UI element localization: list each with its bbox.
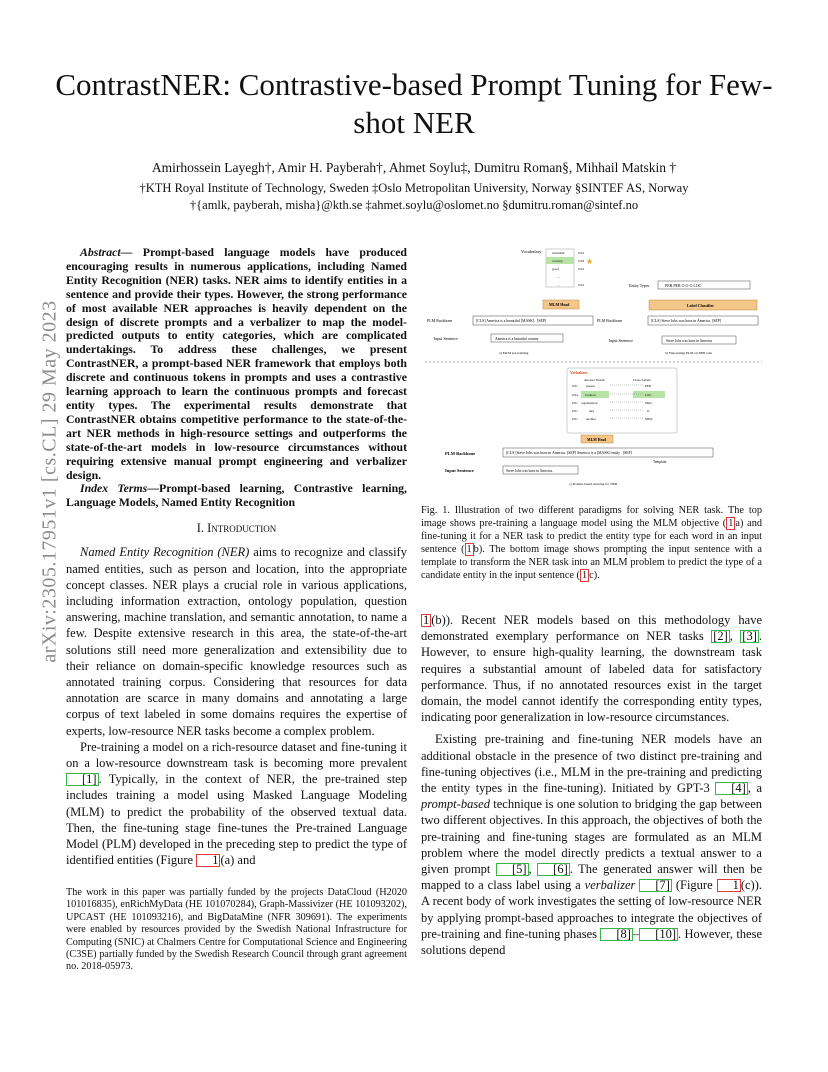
caption-text: c). [589, 570, 600, 582]
figure-caption [421, 505, 762, 582]
affiliations: †KTH Royal Institute of Technology, Sweden ‡Oslo Metropolitan University, Norway §SINTEF AS, Norway [139, 181, 689, 195]
abstract-text: Prompt-based language models have produced encouraging results in numerous applications, including Named Entity Recognition (NER) tasks. NER aims to identify entities in a sentence and provide their types. However, the strong performance of most available NER approaches is heavily dependent on the design of discrete prompts and a verbalizer to map the model-predicted outputs to entity categories, which are complicated undertakings. To address these challenges, we present ContrastNER, a prompt-based NER framework that employs both discrete and continuous tokens in prompts and uses a contrastive learning approach to learn the continuous prompts and forecast entity types. The experimental results demonstrate that ContrastNER obtains competitive performance to the state-of-the-art NER methods in high-resource settings and outperforms the state-of-the-art models in low-resource circumstances without requiring extensive manual prompt engineering and verbalizer design. [66, 245, 407, 482]
arxiv-identifier: arXiv:2305.17951v1 [cs.CL] 29 May 2023 [38, 300, 61, 663]
prompt-based-term: prompt-based [421, 797, 490, 812]
index-terms-text: —Prompt-based learning, Contrastive learning, Language Models, Named Entity Recognition [66, 481, 407, 510]
a-input: America is a beautiful country [495, 337, 539, 341]
vocab-word: ... [557, 283, 560, 287]
star-icon: ★ [586, 257, 594, 266]
right-p1-text: (b)). Recent NER models based on this methodology have demonstrated exemplary performance on NER tasks [421, 613, 762, 644]
intro-p2-text-a: Pre-training a model on a rich-resource dataset and fine-tuning it on a low-resource downstream task is becoming more prevalent [66, 739, 407, 771]
c-caption: c) Prompt-based learning for NER [569, 482, 618, 486]
plm-backbone-label: PLM Backbone [597, 318, 623, 323]
mlm-head: MLM Head [549, 302, 570, 307]
a-caption: a) MLM pre-training [499, 351, 529, 355]
answer-words-header: Answer Words [584, 378, 605, 382]
section-heading: I. Introduction [196, 521, 277, 536]
label-classifier: Label Classifier [687, 303, 714, 308]
right-p2-text: . However, these solutions depend [421, 926, 763, 958]
citation-link[interactable]: [1] [66, 773, 99, 786]
intro-p1-text: aims to recognize and classify named entities, such as person and location, into the appropriate concept classes. NER plays a crucial role in various applications, including information extraction, ontology population, question answering, machine translation, and semantic annotation, to name a few. Despite extensive research in this area, the state-of-the-art solutions still need more generalization and extensibility due to their reliance on domain-specific knowledge resources such as annotated training corpus. Considering that resources for data annotation are scarce in many domains and annotating a large corpus of text labeled in some domains requires the expertise of experts, low-resource NER tasks become a complex problem. [66, 545, 407, 738]
a-tokens: [CLS] America is a beautiful [MASK] . [SEP] [476, 319, 547, 323]
caption-text: b). The bottom image shows prompting the input sentence with a template to transform the NER task into an MLM problem to predict the type of a candidate entity in the input sentence ( [421, 544, 762, 582]
intro-p2-text-c: (a) and [220, 853, 256, 868]
caption-text: Fig. 1. Illustration of two different paradigms for solving NER task. The top image shows pre-training a language model using the MLM objective ( [421, 505, 762, 530]
answer-prob: 0.94 [572, 393, 578, 397]
class-label: PER [645, 384, 652, 388]
right-paragraph-2: Existing pre-training and fine-tuning NER models have an additional obstacle in the presence of two distinct pre-training and fine-tuning objectives (i.e., MLM in the pre-training and predicting the entity types in the fine-tuning). Initiated by GPT-3 [4] , a prompt-based technique is one solution to bridging the gap between two different objectives. In this approach, the objectives of both the pre-training and fine-tuning stages are formulated as an MLM problem where the model directly predicts a textual answer to a given prompt [5] , [6] . The generated answer will then be mapped to a class label using a verbalizer [7] (Figure 1 (c)). A recent body of work investigates the setting of low-resource NER by applying prompt-based approaches to integrate the objectives of pre-training and fine-tuning phases [8] – [10] . However, these solutions depend [421, 732, 763, 958]
intro-paragraph-2 [66, 739, 407, 869]
left-column [66, 246, 407, 868]
right-p2-text: (Figure [671, 878, 717, 893]
intro-p2-text-b: . Typically, in the context of NER, the pre-trained step includes training a model using Masked Language Modeling (MLM) to predict the probability of the observed textual data. Then, the fine-tuning stage fine-tunes the Pre-trained Language Model (PLM) developed in the preceding step to predict the type of identified entities (Figure [66, 772, 407, 868]
abstract [66, 246, 407, 482]
answer-word: another [586, 417, 596, 421]
right-p2-text: (c)). A recent body of work investigates the setting of low-resource NER by applying prompt-based approaches to integrate the objectives of pre-training and fine-tuning phases [421, 878, 762, 941]
c-tokens: [CLS] Steve Jobs was born in America. [SEP] America is a [MASK] entity . [SEP] [506, 451, 632, 455]
verbalizer-term: verbalizer [584, 878, 636, 893]
figure-link[interactable]: 1 [196, 854, 220, 867]
citation-link[interactable]: [8] [600, 928, 633, 941]
plm-backbone-label: PLM Backbone [445, 451, 476, 456]
entity-types-label: Entity Types [629, 283, 650, 288]
answer-word: location [585, 393, 596, 397]
citation-link[interactable]: [10] [639, 928, 678, 941]
vocab-word: beautiful [552, 251, 565, 255]
answer-prob: 0.01 [572, 401, 578, 405]
vocab-list [546, 249, 593, 287]
class-label: O [647, 409, 650, 413]
vocab-prob: 0.01 [578, 283, 585, 287]
ner-term: Named Entity Recognition (NER) [80, 545, 250, 560]
mlm-head: MLM Head [587, 438, 607, 442]
figure-link[interactable]: 1 [728, 518, 734, 530]
right-p2-text: technique is one solution to bridging the gap between two different objectives. In this approach, the objectives of both the pre-training and fine-tuning stages are formulated as an MLM problem where the model directly predicts a textual answer to a given prompt [421, 797, 762, 877]
citation-link[interactable]: [4] [715, 782, 748, 795]
answer-word: organization [581, 401, 598, 405]
vocab-prob: 0.93 [578, 259, 585, 263]
verbalizer-label: Verbalizer [570, 370, 588, 375]
index-terms [66, 482, 407, 510]
figure-1 [421, 242, 766, 490]
right-p2-text: . The generated answer will then be mapped to a class label using a [421, 862, 762, 893]
vocab-word: country [552, 259, 563, 263]
abstract-label: Abstract— [80, 245, 133, 259]
caption-text: a) and fine-tuning it for a NER task to predict the entity type for each word in an input sentence ( [421, 518, 762, 556]
citation-link[interactable]: [6] [537, 863, 570, 876]
citation-link[interactable]: [2] [713, 629, 728, 644]
figure-link[interactable]: 1 [423, 613, 430, 627]
figure-link[interactable]: 1 [581, 570, 588, 582]
answer-prob: 0.01 [572, 417, 578, 421]
intro-paragraph-1 [66, 544, 407, 738]
paper-title: ContrastNER: Contrastive-based Prompt Tuning for Few-shot NER [55, 67, 773, 140]
citation-link[interactable]: [3] [742, 629, 757, 644]
class-label: MISC [645, 417, 654, 421]
input-sentence-label: Input Sentence [609, 338, 633, 343]
vocab-label: Vocabulary [521, 249, 542, 254]
citation-link[interactable]: [7] [639, 879, 672, 892]
funding-footnote: The work in this paper was partially funded by the projects DataCloud (H2020 101016835), enRichMyData (HE 101070284), Graph-Massivizer (HE 101093202), UPCAST (HE 101093216), and BigDataMine (NFR 309691). The experiments were enabled by resources provided by the Swedish National Infrastructure for Computing (SNIC) at Chalmers Centre for Computational Science and Engineering (C3SE) partially funded by the Swedish Research Council through grant agreement no. 2018-05973. [66, 887, 407, 973]
index-terms-label: Index Terms [80, 481, 148, 496]
input-sentence-label: Input Sentence [445, 468, 474, 473]
right-p2-text: , a [747, 781, 762, 796]
class-label: ORG [645, 401, 652, 405]
answer-word: and [589, 409, 594, 413]
citation-link[interactable]: [5] [496, 863, 529, 876]
author-emails: †{amlk, payberah, misha}@kth.se ‡ahmet.soylu@oslomet.no §dumitru.roman@sintef.no [189, 198, 639, 212]
answer-word: person [586, 384, 595, 388]
right-p1-text: . However, to ensure high-quality learning, the downstream task requires a substantial amount of labeled data for satisfactory performance. Thus, if no annotated resources exist in the target domain, the model cannot identify the corresponding entity types, indicating poor generalization in low-resource circumstances. [421, 629, 762, 725]
figure-link[interactable]: 1 [466, 544, 472, 556]
right-column [421, 612, 762, 958]
plm-backbone-label: PLM Backbone [427, 318, 453, 323]
c-input: Steve Jobs was born in America. [506, 469, 553, 473]
entity-labels: PER PER O O O LOC [665, 283, 702, 288]
class-labels-header: Class Labels [633, 378, 651, 382]
answer-prob: 0.01 [572, 384, 578, 388]
vocab-prob: 0.01 [578, 267, 585, 271]
vocab-word: ... [557, 275, 560, 279]
b-input: Steve Jobs was born in America [666, 339, 713, 343]
b-tokens: [CLS] Steve Jobs was born in America. [SEP] [651, 319, 722, 323]
vocab-prob: 0.01 [578, 251, 585, 255]
figure-link[interactable]: 1 [717, 879, 741, 892]
right-paragraph-1: 1 (b)). Recent NER models based on this methodology have demonstrated exemplary performance on NER tasks [2] , [3] . However, to ensure high-quality learning, the downstream task requires a substantial amount of labeled data for satisfactory performance. Thus, if no annotated resources exist in the target domain, the model cannot identify the corresponding entity types, indicating poor generalization in low-resource circumstances. [421, 613, 762, 725]
class-label: LOC [645, 393, 652, 397]
author-list: Amirhossein Layegh†, Amir H. Payberah†, Ahmet Soylu‡, Dumitru Roman§, Mihhail Matskin † [151, 160, 677, 175]
input-sentence-label: Input Sentence [434, 336, 458, 341]
vocab-word: good [552, 267, 559, 271]
right-p2-text: Existing pre-training and fine-tuning NER models have an additional obstacle in the presence of two distinct pre-training and fine-tuning objectives (i.e., MLM in the pre-training and predicting the entity types in the fine-tuning). Initiated by GPT-3 [421, 732, 762, 796]
answer-prob: 0.01 [572, 409, 578, 413]
template-label: Template [653, 460, 667, 464]
b-caption: b) Fine-tuning PLM on NER task [665, 351, 712, 355]
